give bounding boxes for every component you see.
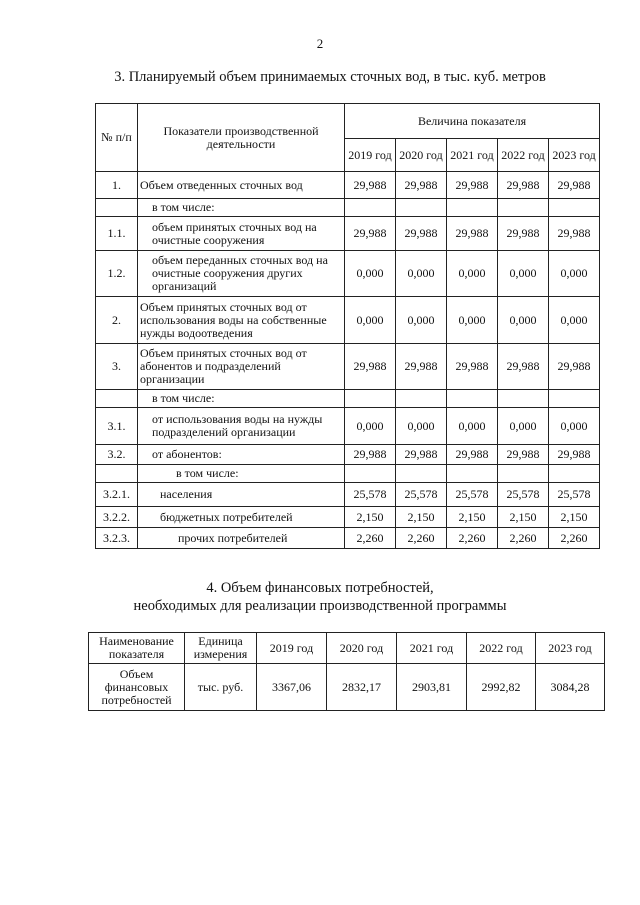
row-value: 29,988	[345, 172, 396, 199]
row-num: 3.2.	[96, 445, 138, 465]
table-row	[96, 483, 600, 507]
row-value	[396, 199, 447, 217]
row-value: 29,988	[345, 445, 396, 465]
row-value	[549, 465, 600, 483]
header-year: 2023 год	[549, 139, 600, 172]
row-value: 2,260	[396, 528, 447, 549]
row-value	[498, 465, 549, 483]
row-label: бюджетных потребителей	[138, 507, 345, 528]
table-row	[96, 528, 600, 549]
row-value: 29,988	[549, 344, 600, 390]
row-value	[447, 390, 498, 408]
row-value: 29,988	[549, 445, 600, 465]
section-4-title-line1: 4. Объем финансовых потребностей,	[206, 580, 434, 596]
row-num: 3.2.2.	[96, 507, 138, 528]
header-year: 2023 год	[536, 633, 605, 664]
row-value: 0,000	[498, 251, 549, 297]
header-num: № п/п	[96, 104, 138, 172]
row-value: 2,150	[447, 507, 498, 528]
row-unit: тыс. руб.	[185, 664, 257, 711]
header-year: 2019 год	[257, 633, 327, 664]
row-num: 1.2.	[96, 251, 138, 297]
header-year: 2019 год	[345, 139, 396, 172]
section-3-title: 3. Планируемый объем принимаемых сточных вод, в тыс. куб. метров	[114, 69, 546, 85]
table-row	[96, 297, 600, 344]
row-value: 0,000	[498, 408, 549, 445]
row-value: 29,988	[396, 445, 447, 465]
row-value	[498, 390, 549, 408]
header-year: 2022 год	[498, 139, 549, 172]
row-value: 2,260	[447, 528, 498, 549]
row-value: 29,988	[498, 217, 549, 251]
wastewater-volume-table	[95, 103, 600, 549]
row-value: 29,988	[396, 344, 447, 390]
row-value	[345, 390, 396, 408]
row-num	[96, 390, 138, 408]
row-value	[498, 199, 549, 217]
row-value	[549, 390, 600, 408]
row-value: 0,000	[447, 251, 498, 297]
row-value: 0,000	[498, 297, 549, 344]
row-value: 0,000	[549, 297, 600, 344]
row-value: 3084,28	[536, 664, 605, 711]
row-num	[96, 465, 138, 483]
table-row	[96, 251, 600, 297]
row-value	[549, 199, 600, 217]
header-indicator: Показатели производственной деятельности	[138, 104, 345, 172]
page-number: 2	[316, 36, 324, 51]
row-value: 0,000	[396, 251, 447, 297]
row-label: Объем принятых сточных вод от использования воды на собственные нужды водоотведения	[138, 297, 345, 344]
header-year: 2020 год	[396, 139, 447, 172]
row-label: прочих потребителей	[138, 528, 345, 549]
row-value: 25,578	[549, 483, 600, 507]
row-value: 29,988	[447, 172, 498, 199]
header-year: 2022 год	[467, 633, 536, 664]
row-value: 2,150	[396, 507, 447, 528]
row-value: 0,000	[396, 297, 447, 344]
row-value: 2,150	[549, 507, 600, 528]
row-label: объем переданных сточных вод на очистные сооружения других организаций	[138, 251, 345, 297]
row-value: 2,150	[498, 507, 549, 528]
row-num: 3.2.1.	[96, 483, 138, 507]
row-value: 29,988	[498, 445, 549, 465]
row-value: 29,988	[549, 172, 600, 199]
row-value: 25,578	[498, 483, 549, 507]
row-value: 2,150	[345, 507, 396, 528]
header-value-group: Величина показателя	[345, 104, 600, 139]
row-label: населения	[138, 483, 345, 507]
table-row	[96, 344, 600, 390]
row-value: 29,988	[345, 217, 396, 251]
row-value: 2,260	[549, 528, 600, 549]
row-label: в том числе:	[138, 465, 345, 483]
row-value: 29,988	[447, 344, 498, 390]
row-value: 29,988	[498, 344, 549, 390]
row-value: 2,260	[345, 528, 396, 549]
row-value: 3367,06	[257, 664, 327, 711]
row-label: в том числе:	[138, 199, 345, 217]
table-row	[89, 664, 605, 711]
row-value: 0,000	[345, 297, 396, 344]
table-row	[96, 217, 600, 251]
row-num: 3.1.	[96, 408, 138, 445]
row-value: 0,000	[447, 297, 498, 344]
row-value: 2832,17	[327, 664, 397, 711]
row-label: Объем отведенных сточных вод	[138, 172, 345, 199]
row-value: 29,988	[447, 217, 498, 251]
row-value: 0,000	[396, 408, 447, 445]
row-value: 0,000	[345, 251, 396, 297]
table-row	[96, 465, 600, 483]
row-value: 29,988	[447, 445, 498, 465]
table-row	[96, 390, 600, 408]
header-year: 2021 год	[397, 633, 467, 664]
header-year: 2021 год	[447, 139, 498, 172]
section-4-title	[0, 579, 640, 615]
table-row	[96, 172, 600, 199]
financial-needs-table	[88, 632, 605, 711]
row-value	[396, 465, 447, 483]
row-value: 0,000	[447, 408, 498, 445]
row-label: Объем принятых сточных вод от абонентов и подразделений организации	[138, 344, 345, 390]
row-value: 0,000	[549, 251, 600, 297]
row-num	[96, 199, 138, 217]
row-value: 29,988	[396, 217, 447, 251]
header-unit: Единица измерения	[185, 633, 257, 664]
row-label: от абонентов:	[138, 445, 345, 465]
row-value	[447, 199, 498, 217]
table-row	[96, 445, 600, 465]
row-num: 1.	[96, 172, 138, 199]
row-value: 2992,82	[467, 664, 536, 711]
row-value: 29,988	[498, 172, 549, 199]
row-value: 29,988	[396, 172, 447, 199]
section-4-title-line2: необходимых для реализации производственной программы	[133, 598, 507, 614]
row-value: 25,578	[396, 483, 447, 507]
header-name: Наименование показателя	[89, 633, 185, 664]
row-value	[447, 465, 498, 483]
header-year: 2020 год	[327, 633, 397, 664]
row-value: 0,000	[549, 408, 600, 445]
row-num: 3.	[96, 344, 138, 390]
row-value: 2903,81	[397, 664, 467, 711]
row-label: от использования воды на нужды подразделений организации	[138, 408, 345, 445]
table-row	[96, 507, 600, 528]
row-value: 25,578	[345, 483, 396, 507]
row-value: 29,988	[549, 217, 600, 251]
row-num: 3.2.3.	[96, 528, 138, 549]
row-label: в том числе:	[138, 390, 345, 408]
row-value	[396, 390, 447, 408]
row-num: 2.	[96, 297, 138, 344]
row-value	[345, 199, 396, 217]
row-value: 25,578	[447, 483, 498, 507]
row-value: 0,000	[345, 408, 396, 445]
row-value: 2,260	[498, 528, 549, 549]
row-label: объем принятых сточных вод на очистные сооружения	[138, 217, 345, 251]
row-value: 29,988	[345, 344, 396, 390]
table-row	[96, 408, 600, 445]
table-row	[96, 199, 600, 217]
row-name: Объем финансовых потребностей	[89, 664, 185, 711]
row-num: 1.1.	[96, 217, 138, 251]
row-value	[345, 465, 396, 483]
